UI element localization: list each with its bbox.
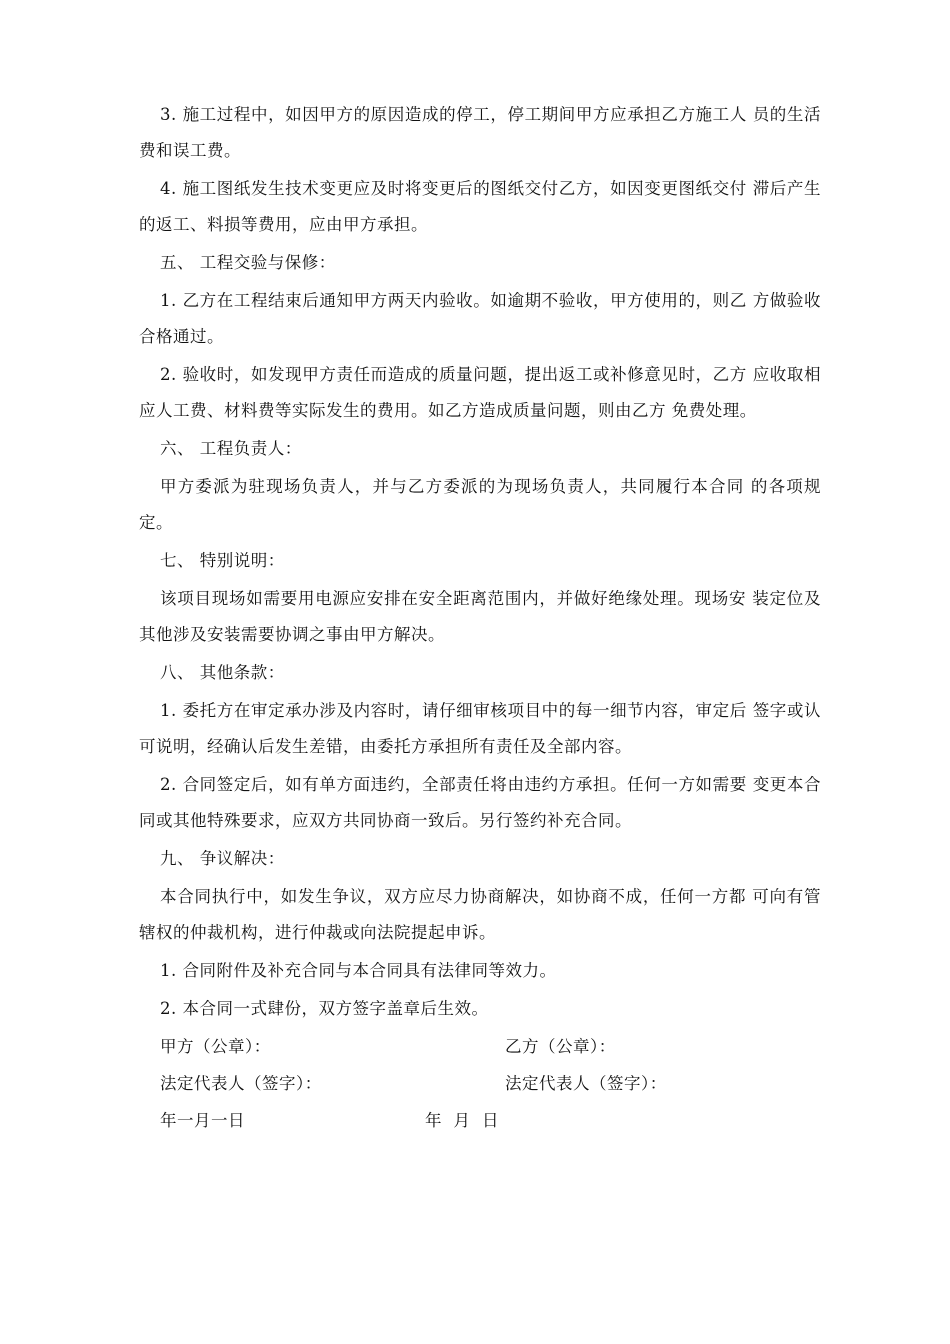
- clause-9-arbitration: 本合同执行中，如发生争议，双方应尽力协商解决，如协商不成，任何一方都 可向有管辖权的仲裁机构，进行仲裁或向法院提起申诉。: [139, 887, 821, 942]
- clause-4-4-drawing-changes: 4. 施工图纸发生技术变更应及时将变更后的图纸交付乙方，如因变更图纸交付 滞后产生的返工、料损等费用，应由甲方承担。: [139, 179, 821, 234]
- clause-5-1-acceptance-notice: 1. 乙方在工程结束后通知甲方两天内验收。如逾期不验收，甲方使用的，则乙 方做验收合格通过。: [139, 291, 821, 346]
- clause-8-1-review-approval: 1. 委托方在审定承办涉及内容时，请仔细审核项目中的每一细节内容，审定后 签字或认可说明，经确认后发生差错，由委托方承担所有责任及全部内容。: [139, 701, 821, 756]
- section-heading-dispute-resolution: 九、 争议解决：: [160, 849, 285, 868]
- clause-8-2-breach: 2. 合同签定后，如有单方面违约，全部责任将由违约方承担。任何一方如需要 变更本合同或其他特殊要求，应双方共同协商一致后。另行签约补充合同。: [139, 775, 821, 830]
- signature-row-date: [139, 1103, 821, 1140]
- clause-9-2-copies: 2. 本合同一式肆份，双方签字盖章后生效。: [160, 999, 489, 1018]
- section-heading-acceptance-warranty: 五、 工程交验与保修：: [160, 253, 336, 272]
- party-b-representative-label: 法定代表人（签字）：: [505, 1074, 667, 1093]
- clause-6-site-managers: 甲方委派为驻现场负责人，并与乙方委派的为现场负责人，共同履行本合同 的各项规定。: [139, 477, 821, 532]
- party-b-seal-label: 乙方（公章）：: [505, 1037, 616, 1056]
- party-a-date-label: 年一月一日: [160, 1111, 245, 1130]
- contract-body: [139, 97, 821, 1140]
- clause-5-2-quality-issues: 2. 验收时，如发现甲方责任而造成的质量问题，提出返工或补修意见时，乙方 应收取相应人工费、材料费等实际发生的费用。如乙方造成质量问题，则由乙方 免费处理。: [139, 365, 821, 420]
- party-a-seal-label: 甲方（公章）：: [160, 1037, 271, 1056]
- section-heading-special-notes: 七、 特别说明：: [160, 551, 285, 570]
- party-b-date-label: 年 月 日: [425, 1111, 499, 1130]
- signature-row-representative: [139, 1066, 821, 1103]
- section-heading-project-manager: 六、 工程负责人：: [160, 439, 302, 458]
- clause-9-1-attachments: 1. 合同附件及补充合同与本合同具有法律同等效力。: [160, 961, 557, 980]
- clause-4-3-shutdown-costs: 3. 施工过程中，如因甲方的原因造成的停工，停工期间甲方应承担乙方施工人 员的生活费和误工费。: [139, 105, 821, 160]
- section-heading-other-terms: 八、 其他条款：: [160, 663, 285, 682]
- clause-7-power-safety: 该项目现场如需要用电源应安排在安全距离范围内，并做好绝缘处理。现场安 装定位及其他涉及安装需要协调之事由甲方解决。: [139, 589, 821, 644]
- signature-row-seal: [139, 1029, 821, 1066]
- party-a-representative-label: 法定代表人（签字）：: [160, 1074, 322, 1093]
